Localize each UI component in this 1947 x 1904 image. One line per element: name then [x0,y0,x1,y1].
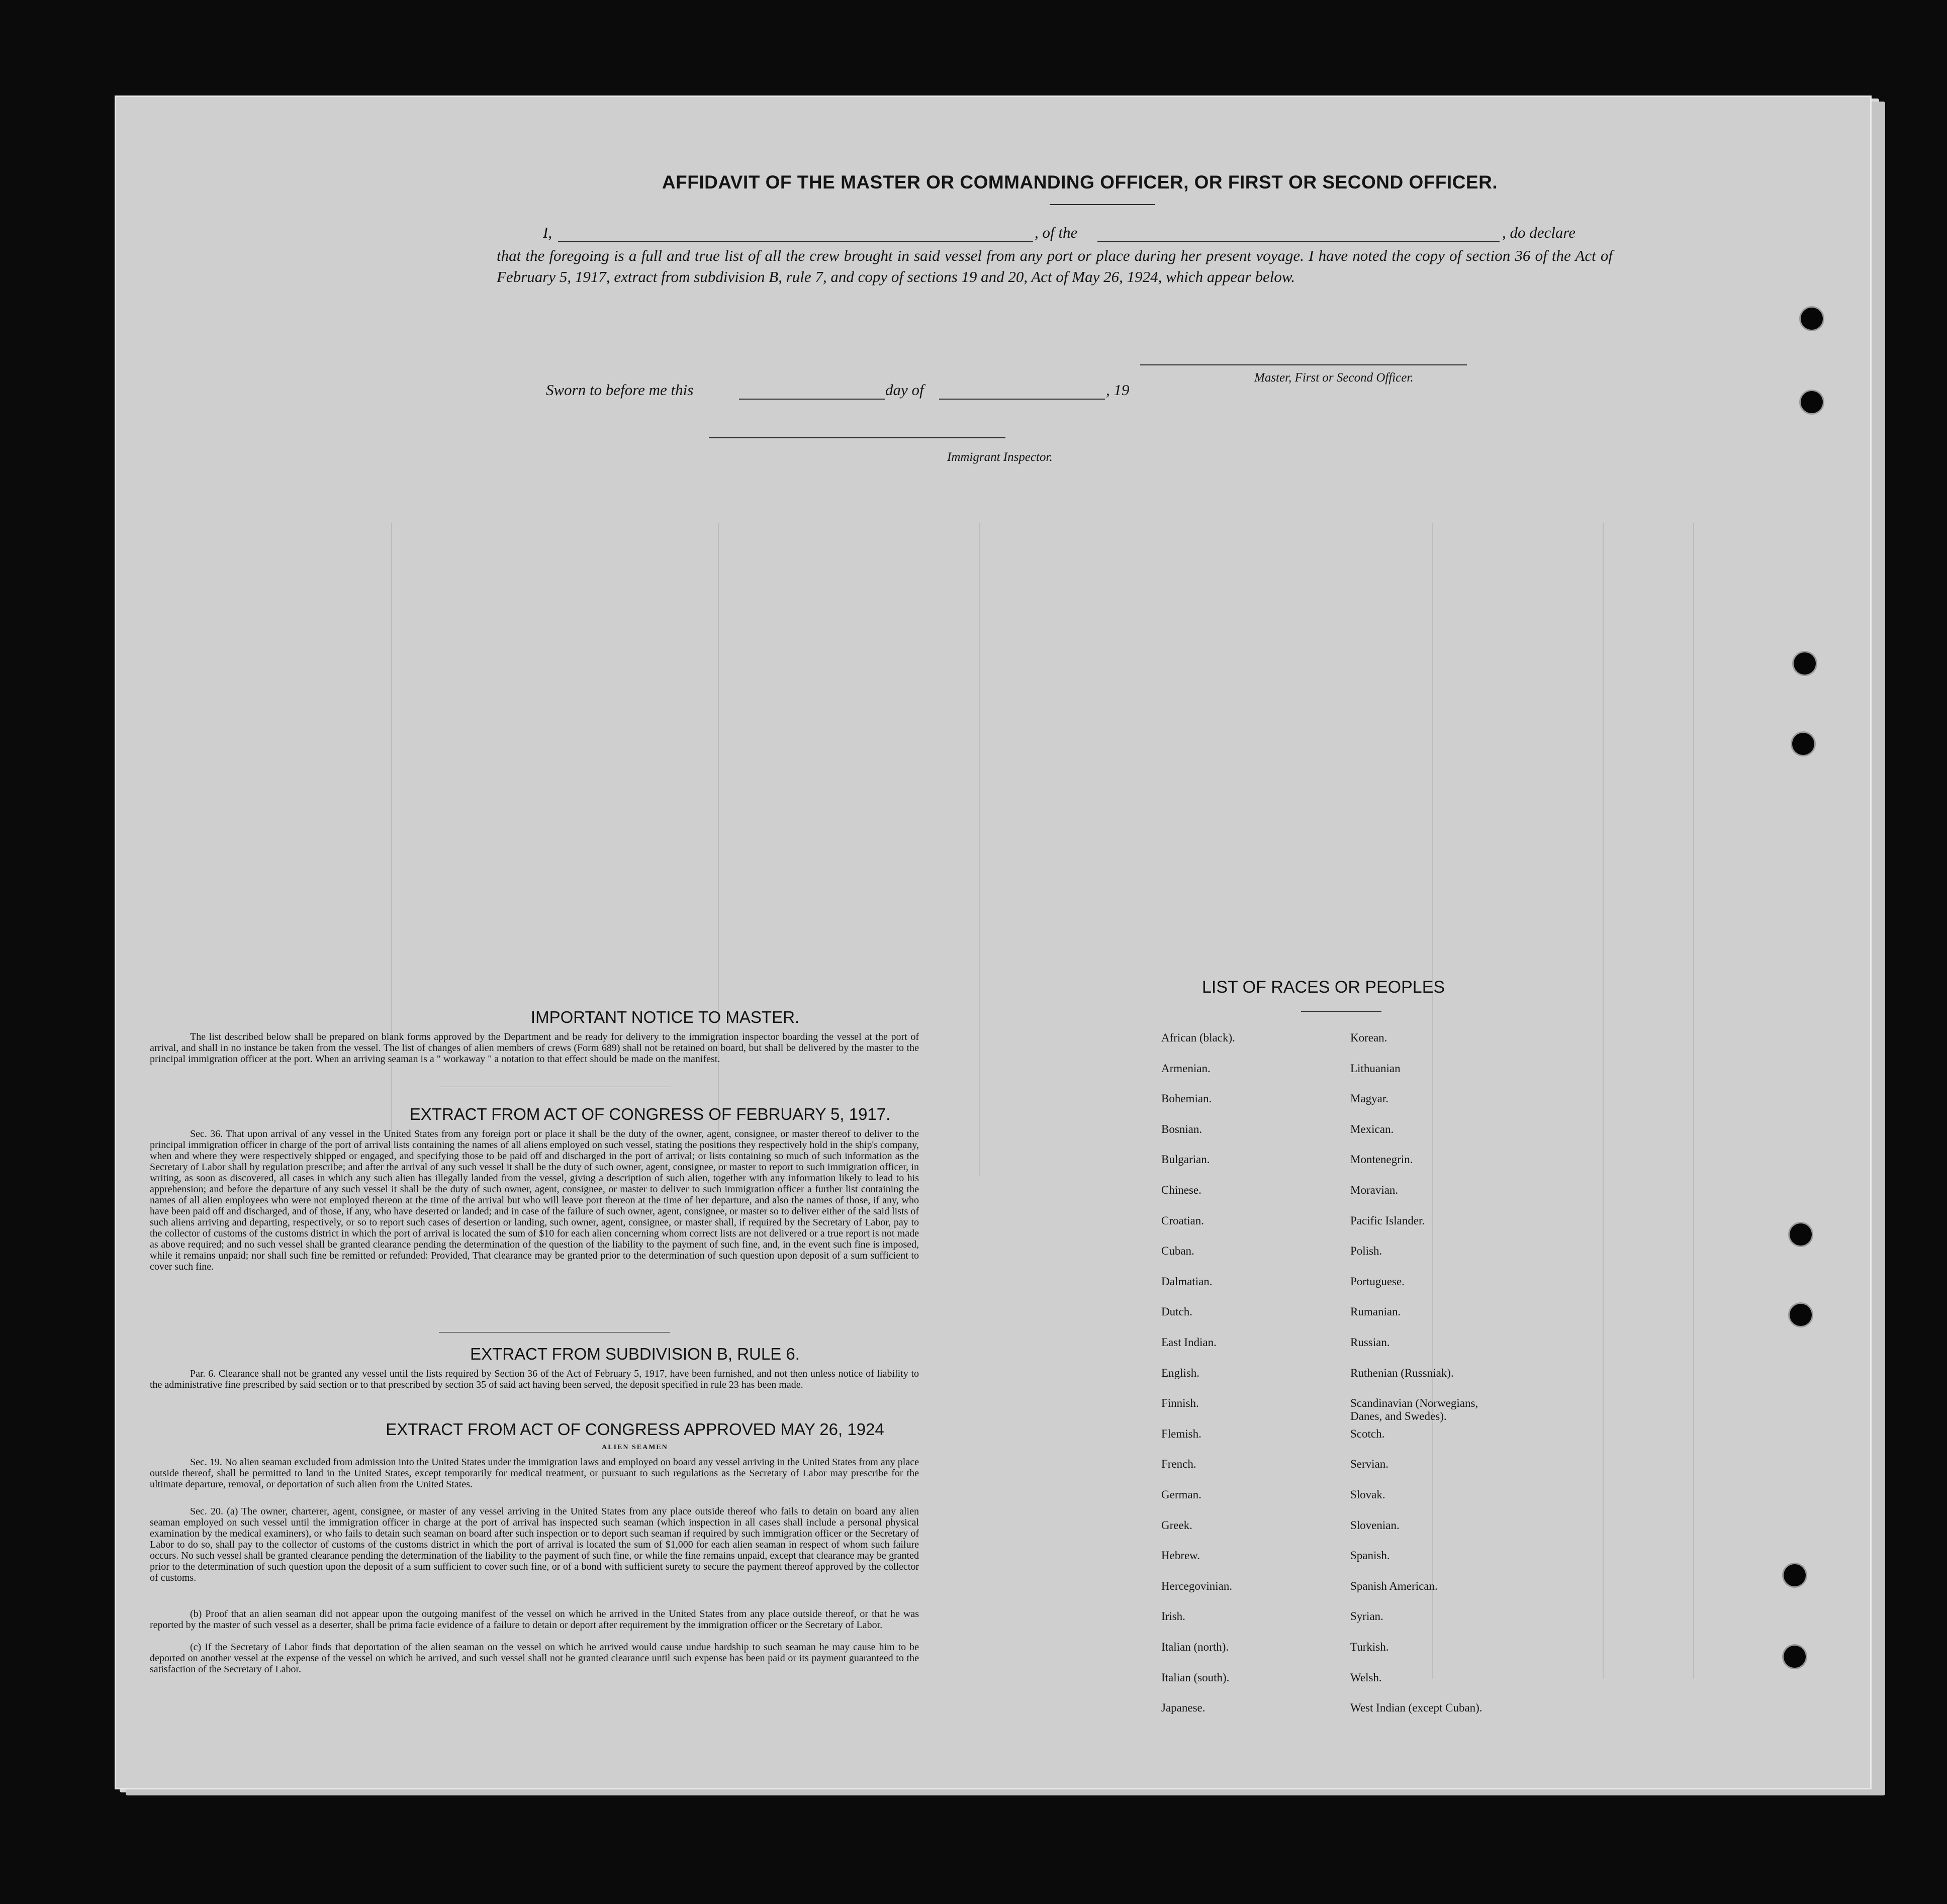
binder-hole [1801,391,1823,413]
inspector-signature-line[interactable] [709,437,1005,438]
race-item: Mexican. [1350,1122,1394,1135]
races-title-underline [1301,1011,1381,1012]
master-signature-label: Master, First or Second Officer. [1254,371,1414,385]
race-item: Magyar. [1350,1092,1389,1105]
affidavit-i-label: I, [543,224,552,241]
race-item: Korean. [1350,1031,1387,1044]
race-item: Armenian. [1161,1062,1211,1075]
binder-hole [1784,1564,1806,1586]
notice-text: The list described below shall be prepared on blank forms approved by the Department and be ready for delivery to the immigration inspector boarding the vessel at the port of arrival, and shall in no instance be taken from the vessel. The list of changes of alien members of crews (Form 689) shall not be retained on board, but shall be delivered by the master to the principal immigration officer at the port. When an arriving seaman is a " workaway " a notation to that effect should be made on the manifest. [150,1031,919,1065]
race-item: Irish. [1161,1610,1185,1623]
race-item: Scandinavian (Norwegians, Danes, and Swedes). [1350,1397,1478,1423]
race-item: Bosnian. [1161,1122,1202,1135]
bleed-through-line [718,523,719,1176]
race-item: Bulgarian. [1161,1153,1210,1166]
sec20a-text: Sec. 20. (a) The owner, charterer, agent, consignee, or master of any vessel arriving in the United States from any place outside thereof who fails to detain on board any alien seaman employed on such vessel until the immigration officer in charge at the port of arrival has inspected such seaman (which inspection in all cases shall include a personal physical examination by the medical examiners), or who fails to detain such seaman on board after such inspection or to deport such seaman if required by such immigration officer or the Secretary of Labor to do so, shall pay to the collector of customs of the customs district in which the port of arrival is located the sum of $1,000 for each alien seaman in respect of whom such failure occurs. No such vessel shall be granted clearance pending the determination of the liability to the payment of such fine, or while the fine remains unpaid, except that clearance may be granted prior to the determination of such question upon the deposit of a sum sufficient to cover such fine, or of a bond with sufficient surety to secure the payment thereof approved by the collector of customs. [150,1506,919,1583]
race-item: Hercegovinian. [1161,1579,1233,1592]
sec20c-text: (c) If the Secretary of Labor finds that deportation of the alien seaman on the vessel on which he arrived would cause undue hardship to such seaman he may cause him to be deported on another vessel at the expense of the vessel on which he arrived, and such vessel shall not be granted clearance until such expense has been paid or its payment guaranteed to the satisfaction of the Secretary of Labor. [150,1642,919,1675]
affidavit-body: that the foregoing is a full and true list of all the crew brought in said vessel from any port or place during her present voyage. I have noted the copy of section 36 of the Act of February 5, 1917, extract from subdivision B, rule 7, and copy of sections 19 and 20, Act of May 26, 1924, which appear below. [497,247,1613,285]
binder-hole [1790,1223,1812,1246]
affidavit-title: AFFIDAVIT OF THE MASTER OR COMMANDING OFFICER, OR FIRST OR SECOND OFFICER. [662,172,1498,193]
race-item: Dutch. [1161,1305,1192,1318]
race-item: Syrian. [1350,1610,1383,1623]
races-title: LIST OF RACES OR PEOPLES [1202,978,1445,997]
race-item: Finnish. [1161,1397,1199,1410]
race-item: Spanish. [1350,1549,1390,1562]
race-item: West Indian (except Cuban). [1350,1701,1482,1715]
race-item: Polish. [1350,1245,1382,1258]
race-item: Hebrew. [1161,1549,1200,1562]
race-item: Flemish. [1161,1427,1201,1440]
vessel-name-line[interactable] [1097,241,1500,242]
race-item: Dalmatian. [1161,1275,1213,1288]
year-label: , 19 [1106,381,1130,399]
sworn-month-line[interactable] [939,399,1105,400]
race-item: Spanish American. [1350,1579,1438,1592]
inspector-label: Immigrant Inspector. [947,450,1053,464]
race-item: Japanese. [1161,1701,1206,1715]
sworn-day-line[interactable] [739,399,885,400]
bleed-through-line [1603,523,1604,1679]
document-page [115,96,1872,1789]
race-item: Italian (north). [1161,1641,1229,1653]
bleed-through-line [1432,523,1433,1679]
bleed-through-line [979,523,980,1176]
sec20b-text: (b) Proof that an alien seaman did not appear upon the outgoing manifest of the vessel on which he arrived in the United States from any place outside thereof, or that he was reported by the master of such vessel as a deserter, shall be prima facie evidence of a failure to detain or deport after requirement by the immigration officer or the Secretary of Labor. [150,1608,919,1631]
rule6-title: EXTRACT FROM SUBDIVISION B, RULE 6. [470,1345,800,1363]
race-item: Lithuanian [1350,1062,1401,1075]
affidavit-declare-label: , do declare [1502,224,1576,241]
race-item: Russian. [1350,1336,1390,1349]
race-item: East Indian. [1161,1336,1217,1349]
race-item: Chinese. [1161,1184,1201,1196]
master-name-line[interactable] [558,241,1033,242]
race-item: Rumanian. [1350,1305,1401,1318]
binder-hole [1784,1646,1806,1668]
race-item: Moravian. [1350,1184,1399,1196]
master-signature-line[interactable] [1140,364,1467,365]
race-item: English. [1161,1366,1200,1379]
affidavit-of-the-label: , of the [1035,224,1078,241]
race-item: Welsh. [1350,1671,1382,1684]
race-item: Servian. [1350,1458,1389,1471]
notice-title: IMPORTANT NOTICE TO MASTER. [530,1008,800,1026]
race-item: Croatian. [1161,1214,1204,1227]
extract-1917-title: EXTRACT FROM ACT OF CONGRESS OF FEBRUARY 5, 1917. [409,1105,891,1123]
title-underline [1050,204,1155,205]
race-item: African (black). [1161,1031,1235,1044]
race-item: Turkish. [1350,1641,1389,1653]
race-item: Italian (south). [1161,1671,1230,1684]
race-item: German. [1161,1488,1201,1501]
extract-1924-subtitle: ALIEN SEAMEN [602,1444,668,1451]
sworn-label: Sworn to before me this [546,381,694,399]
binder-hole [1792,733,1814,755]
day-of-label: day of [885,381,924,399]
race-item: Ruthenian (Russniak). [1350,1366,1454,1379]
bleed-through-line [1693,523,1694,1679]
sec19-text: Sec. 19. No alien seaman excluded from admission into the United States under the immigration laws and employed on board any vessel arriving in the United States from any place outside thereof, shall be permitted to land in the United States, except temporarily for medical treatment, or pursuant to such regulations as the Secretary of Labor may prescribe for the ultimate departure, removal, or deportation of such alien from the United States. [150,1457,919,1490]
race-item: Slovak. [1350,1488,1385,1501]
extract-1917-text: Sec. 36. That upon arrival of any vessel in the United States from any foreign port or place it shall be the duty of the owner, agent, consignee, or master thereof to deliver to the principal immigration officer in charge of the port of arrival lists containing the names of all aliens employed on such vessel, stating the positions they respectively hold in the ship's company, when and where they were respectively shipped or engaged, and specifying those to be paid off and discharged in the port of arrival; or lists containing so much of such information as the Secretary of Labor shall by regulation prescribe; and after the arrival of any such vessel it shall be the duty of such owner, agent, consignee, or master to report to such immigration officer, in writing, as soon as discovered, all cases in which any such alien has illegally landed from the vessel, giving a description of such alien, together with any information likely to lead to his apprehension; and before the departure of any such vessel it shall be the duty of such owner, agent, consignee, or master to deliver to such immigration officer a further list containing the names of all alien employees who were not employed thereon at the time of the arrival but who will leave port thereon at the time of her departure, and also the names of those, if any, who have been paid off and discharged, and of those, if any, who have deserted or landed; and in case of the failure of such owner, agent, consignee, or master so to deliver either of the said lists of such aliens arriving and departing, respectively, or so to report such cases of desertion or landing, such owner, agent, consignee, or master shall, if required by the Secretary of Labor, pay to the collector of customs of the customs district in which the port of arrival is located the sum of $10 for each alien concerning whom correct lists are not delivered or a true report is not made as above required; and no such vessel shall be granted clearance pending the determination of the question of the liability to the payment of such fine, and, in the event such fine is imposed, while it remains unpaid; nor shall such fine be remitted or refunded: Provided, That clearance may be granted prior to the determination of such question upon deposit of a sum sufficient to cover such fine. [150,1128,919,1272]
extract-1924-title: EXTRACT FROM ACT OF CONGRESS APPROVED MAY 26, 1924 [386,1420,884,1439]
bleed-through-line [391,523,392,1176]
race-item: Cuban. [1161,1245,1194,1258]
race-item: Montenegrin. [1350,1153,1413,1166]
binder-hole [1801,308,1823,330]
race-item: Portuguese. [1350,1275,1405,1288]
race-item: Slovenian. [1350,1518,1400,1532]
rule6-text: Par. 6. Clearance shall not be granted any vessel until the lists required by Section 36 of the Act of February 5, 1917, have been furnished, and not then unless notice of liability to the administrative fine prescribed by said section or to that prescribed by section 35 of said act having been served, the deposit specified in rule 23 has been made. [150,1368,919,1390]
binder-hole [1794,652,1816,675]
binder-hole [1790,1304,1812,1326]
race-item: Scotch. [1350,1427,1385,1440]
race-item: Greek. [1161,1518,1192,1532]
race-item: Bohemian. [1161,1092,1212,1105]
race-item: French. [1161,1458,1196,1471]
race-item: Pacific Islander. [1350,1214,1425,1227]
